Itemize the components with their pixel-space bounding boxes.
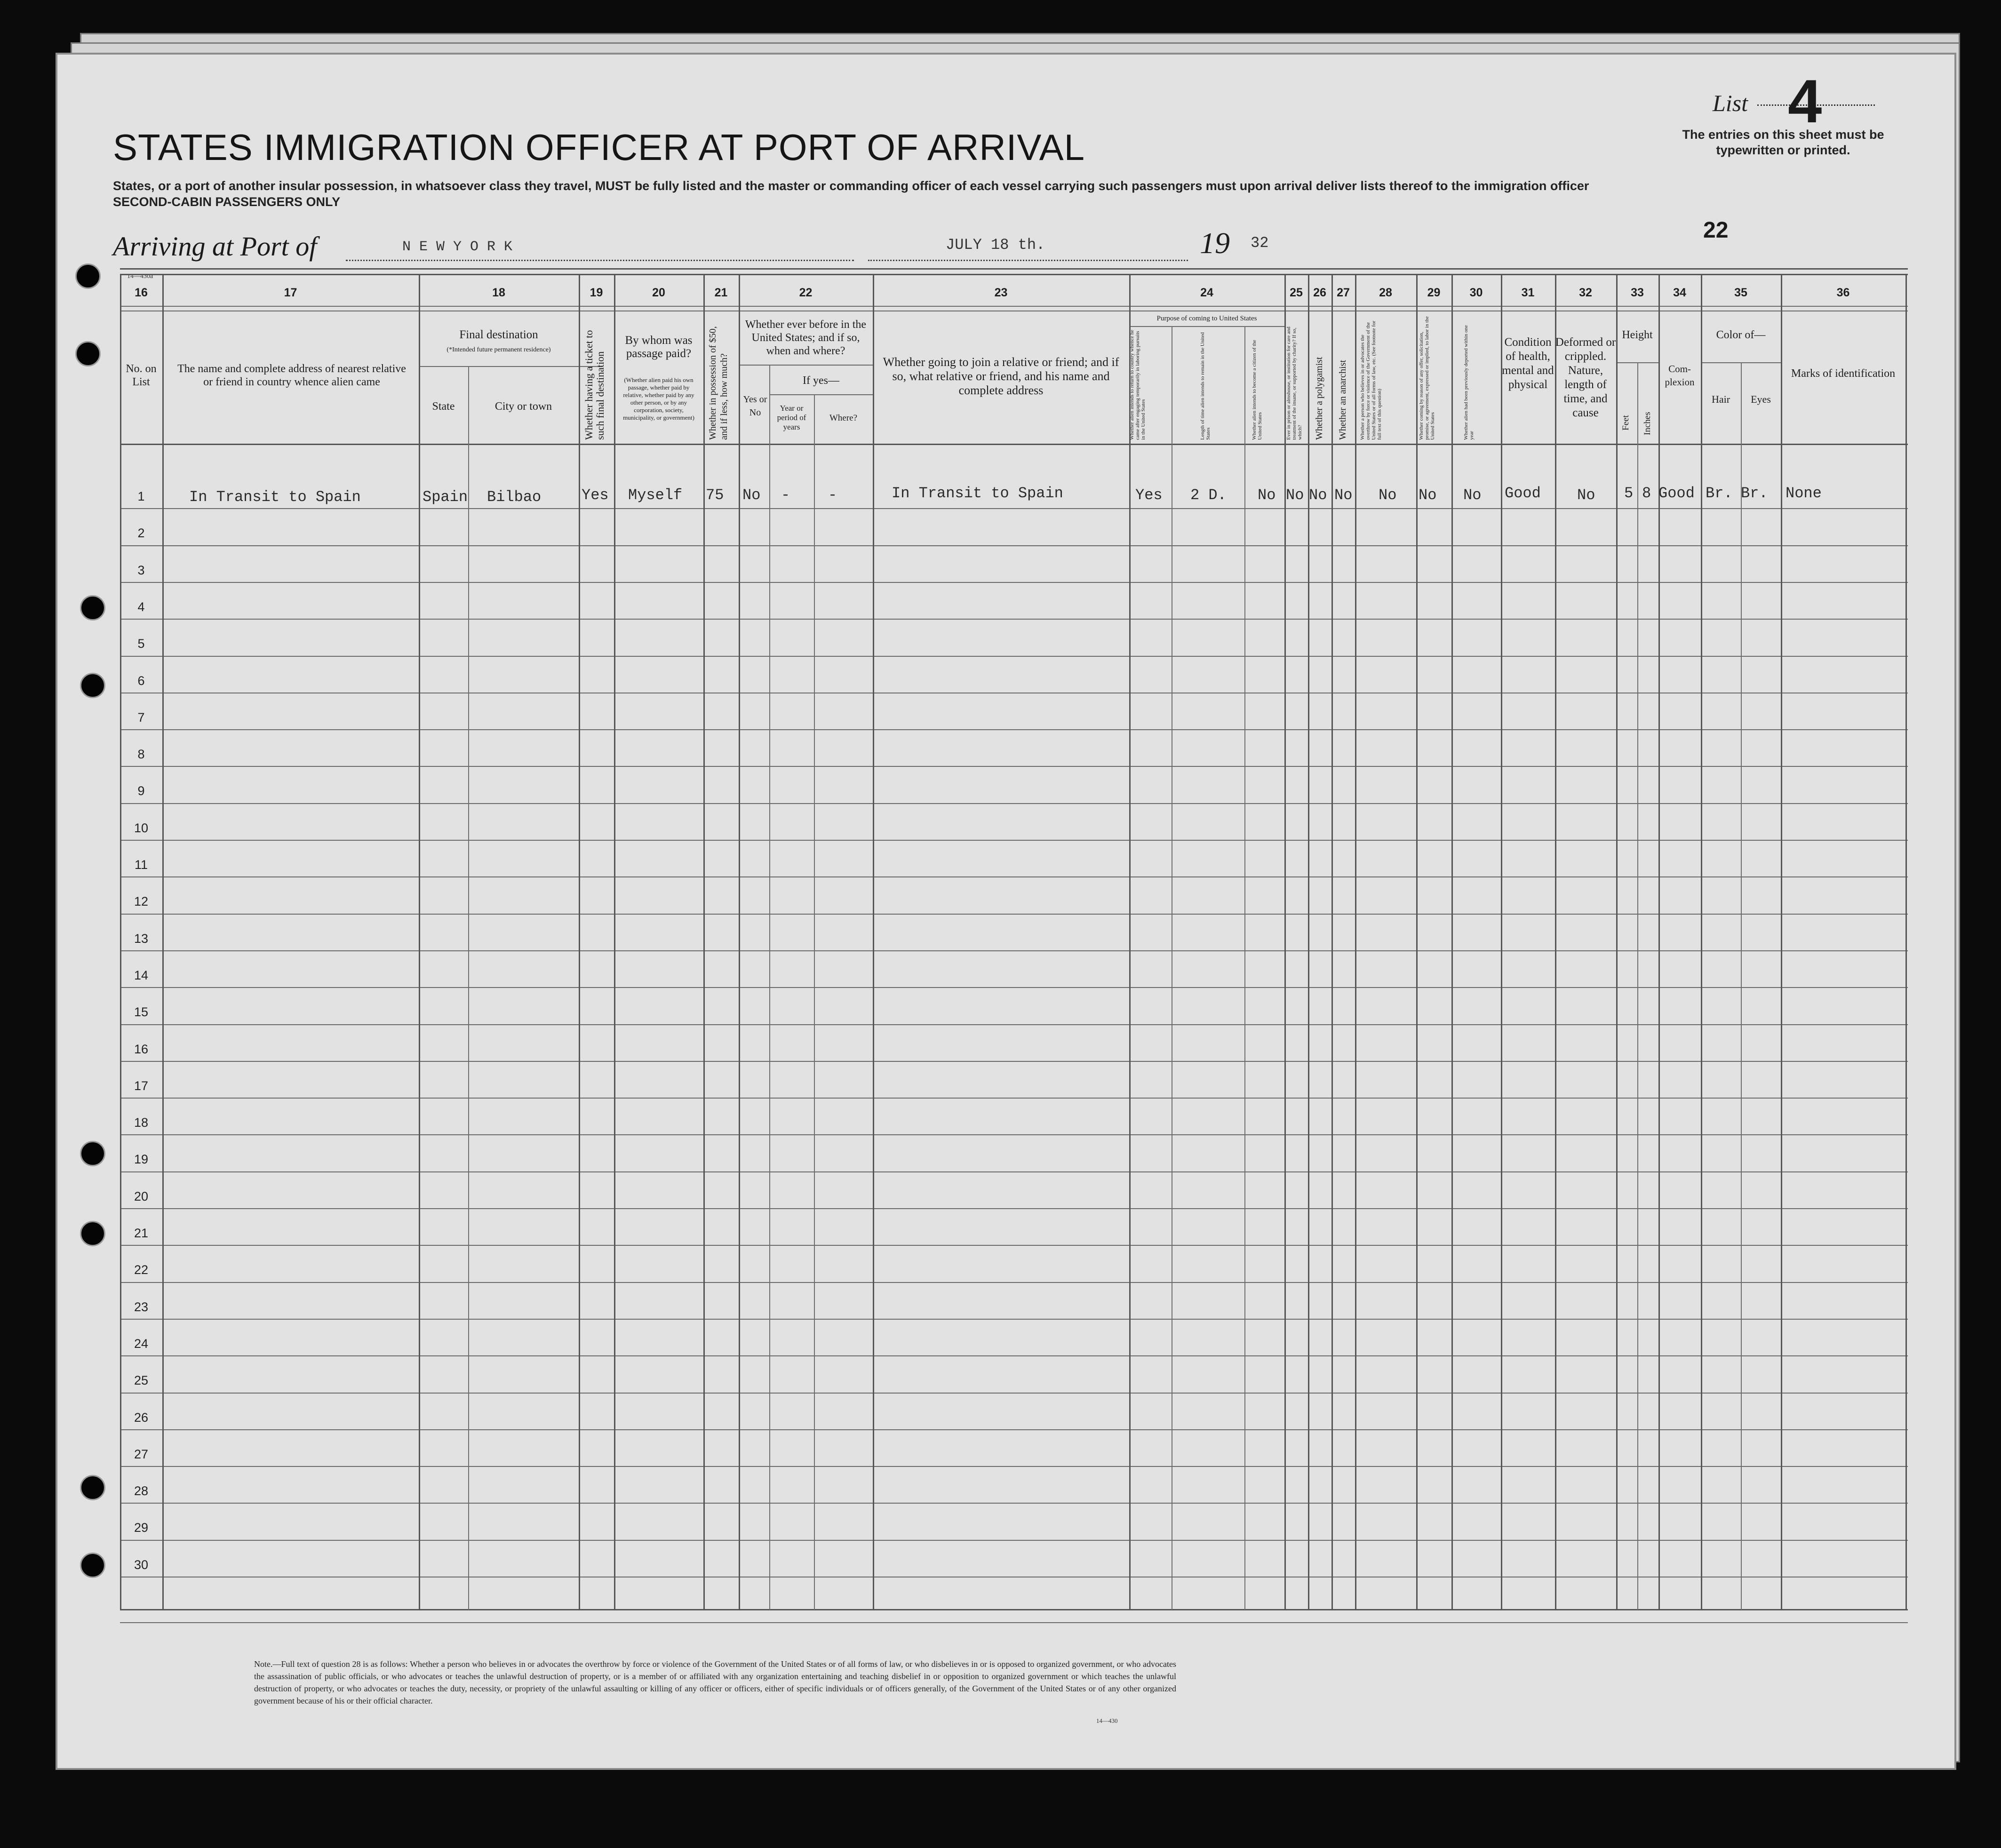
column-number: 24 xyxy=(1200,286,1213,299)
column-number: 17 xyxy=(284,286,297,299)
cell-citizen: No xyxy=(1258,486,1276,504)
row-rule xyxy=(120,803,1908,804)
sub-header-rule xyxy=(419,366,602,367)
row-number: 22 xyxy=(134,1263,149,1277)
cell-before-where: - xyxy=(828,486,837,504)
row-number: 8 xyxy=(137,747,145,761)
cell-polygamist: No xyxy=(1309,486,1327,504)
row-rule xyxy=(120,582,1908,583)
cell-hair: Br. xyxy=(1706,485,1733,502)
column-rule xyxy=(739,274,740,1610)
header-period: Year or period of years xyxy=(777,404,806,431)
row-rule xyxy=(120,1134,1908,1135)
column-number: 25 xyxy=(1290,286,1303,299)
cell-offer: No xyxy=(1419,486,1437,504)
row-number: 16 xyxy=(134,1042,149,1056)
year-suffix: 32 xyxy=(1251,234,1269,252)
header-inches: Inches xyxy=(1642,412,1652,435)
row-rule xyxy=(120,876,1908,877)
cell-return-intent: Yes xyxy=(1135,486,1163,504)
header-where: Where? xyxy=(829,413,858,423)
column-rule xyxy=(1555,274,1556,1610)
cell-money: 75 xyxy=(706,486,724,504)
row-rule xyxy=(120,1466,1908,1467)
header-final-destination: Final destination xyxy=(459,328,538,341)
sub-header-rule xyxy=(739,365,873,366)
column-rule xyxy=(703,274,705,1610)
year-prefix: 19 xyxy=(1200,226,1230,260)
row-rule xyxy=(120,545,1908,546)
column-number: 19 xyxy=(590,286,603,299)
row-rule xyxy=(120,1171,1908,1172)
row-rule xyxy=(120,987,1908,988)
sheet-number: 22 xyxy=(1703,218,1729,243)
column-number: 33 xyxy=(1631,286,1644,299)
row-rule xyxy=(120,1024,1908,1025)
column-number: 32 xyxy=(1579,286,1592,299)
port-rule xyxy=(346,260,854,261)
date-value: JULY 18 th. xyxy=(946,236,1045,254)
header-list-number: No. on List xyxy=(126,363,157,388)
binding-hole xyxy=(80,1475,105,1500)
column-number: 34 xyxy=(1673,286,1686,299)
row-number: 7 xyxy=(137,710,145,725)
row-number: 2 xyxy=(137,526,145,540)
binding-hole xyxy=(80,1221,105,1246)
column-number: 35 xyxy=(1734,286,1747,299)
row-rule xyxy=(120,766,1908,767)
column-rule xyxy=(1451,274,1453,1610)
column-rule xyxy=(419,274,420,1610)
column-rule xyxy=(1244,326,1245,1610)
header-yes-no: Yes or No xyxy=(743,394,767,418)
port-label: Arriving at Port of xyxy=(113,231,317,262)
header-overthrow: Whether a person who believes in or advocates the overthrow by force or violence of the Government of the United States or of all forms of law, etc. (See footnote for full text of this question) xyxy=(1360,320,1382,440)
header-passage-paid-note: (Whether alien paid his own passage, whether paid by relative, whether paid by any other person, or by any corporation, society, municipality, or government) xyxy=(623,376,694,421)
cell-state: Spain xyxy=(423,488,468,506)
row-number: 14 xyxy=(134,968,149,982)
sub-header-rule xyxy=(769,394,873,395)
cell-before-period: - xyxy=(781,486,790,504)
row-rule xyxy=(120,729,1908,730)
column-number: 28 xyxy=(1379,286,1392,299)
row-number: 21 xyxy=(134,1226,149,1240)
column-number: 20 xyxy=(652,286,665,299)
cell-paid-by: Myself xyxy=(628,486,683,504)
header-color-of: Color of— xyxy=(1716,329,1766,341)
column-rule xyxy=(1416,274,1418,1610)
list-label: List xyxy=(1713,90,1748,116)
header-hair: Hair xyxy=(1711,393,1730,405)
table-bottom-rule xyxy=(120,1609,1908,1610)
header-bottom-rule xyxy=(120,444,1908,445)
cell-city: Bilbao xyxy=(487,488,542,506)
column-number: 30 xyxy=(1469,286,1483,299)
row-rule xyxy=(120,1319,1908,1320)
column-number: 16 xyxy=(135,286,148,299)
column-rule xyxy=(579,274,580,1610)
row-rule xyxy=(120,1355,1908,1356)
row-number: 27 xyxy=(134,1447,149,1461)
header-height: Height xyxy=(1622,329,1653,341)
header-prison: Ever in prison or almshouse, or institution for care and treatment of the insane, or supported by charity? If so, which? xyxy=(1286,327,1303,440)
column-number: 22 xyxy=(799,286,813,299)
page-title: STATES IMMIGRATION OFFICER AT PORT OF ARRIVAL xyxy=(113,127,1085,168)
column-rule xyxy=(769,365,770,1610)
row-rule xyxy=(120,1393,1908,1394)
row-number: 13 xyxy=(134,932,149,946)
column-rule xyxy=(1781,274,1782,1610)
row-number: 30 xyxy=(134,1558,149,1572)
row-number: 11 xyxy=(134,858,148,872)
cell-join: In Transit to Spain xyxy=(892,485,1063,502)
cell-eyes: Br. xyxy=(1741,485,1768,502)
header-if-yes: If yes— xyxy=(803,374,839,387)
column-number: 26 xyxy=(1313,286,1326,299)
row-rule xyxy=(120,914,1908,915)
binding-hole xyxy=(80,673,105,698)
instructions-line: States, or a port of another insular possession, in whatsoever class they travel, MUST be fully listed and the master or commanding officer of each vessel carrying such passengers must upon arrival deliver lists thereof to the immigration officer xyxy=(113,179,1589,193)
row-number: 12 xyxy=(134,894,149,908)
column-rule xyxy=(873,274,874,1610)
row-number: 20 xyxy=(134,1189,149,1203)
column-number: 23 xyxy=(994,286,1008,299)
row-number: 6 xyxy=(137,674,145,688)
header-health: Condition of health, mental and physical xyxy=(1502,336,1554,391)
row-rule xyxy=(120,508,1908,509)
column-rule xyxy=(1701,274,1702,1610)
typewritten-note: The entries on this sheet must be typewritten or printed. xyxy=(1682,127,1884,157)
row-rule xyxy=(120,656,1908,657)
header-return-intent: Whether alien intends to return to country whence he came after engaging temporarily in laboring pursuits in the United States xyxy=(1129,330,1146,440)
column-number-rule xyxy=(120,306,1908,307)
column-number: 21 xyxy=(714,286,728,299)
header-relative-address: The name and complete address of nearest relative or friend in country whence alien came xyxy=(177,363,406,388)
header-offer: Whether coming by reason of any offer, solicitation, promise, or agreement, expressed or implied, to labor in the United States xyxy=(1419,316,1435,440)
row-rule xyxy=(120,1540,1908,1541)
header-join-relative: Whether going to join a relative or friend; and if so, what relative or friend, and his name and complete address xyxy=(883,355,1119,397)
footnote: Note.—Full text of question 28 is as follows: Whether a person who believes in or advocates the overthrow by force or violence of the Government of the United States or of all forms of law, or who disbelieves in or is opposed to organized government, or who advocates the assassination of public officials, or who advocates or teaches the unlawful destruction of property, or is a member of or affiliated with any organization entertaining and teaching disbelief in or opposition to organized government or which teaches the unlawful destruction of property, or who advocates or teaches the duty, necessity, or propriety of the unlawful assaulting or killing of any officer or officers, either of specific individuals or of officers generally, of the Government of the United States or of any other organized government because of his or their official character. xyxy=(254,1659,1176,1705)
column-rule xyxy=(1331,274,1333,1610)
column-rule xyxy=(1741,362,1742,1610)
column-rule xyxy=(162,274,164,1610)
header-passage-paid: By whom was passage paid? xyxy=(625,334,693,360)
column-rule xyxy=(1501,274,1502,1610)
binding-hole xyxy=(80,1141,105,1166)
row-number: 19 xyxy=(134,1152,149,1166)
header-final-destination-note: (*Intended future permanent residence) xyxy=(446,346,551,353)
column-number: 31 xyxy=(1521,286,1535,299)
header-anarchist: Whether an anarchist xyxy=(1338,360,1348,440)
column-number: 18 xyxy=(492,286,505,299)
table-top-rule xyxy=(120,274,1908,275)
binding-hole xyxy=(75,263,101,289)
form-id: 14—430a xyxy=(127,273,153,280)
row-number: 24 xyxy=(134,1337,149,1351)
header-polygamist: Whether a polygamist xyxy=(1314,357,1324,440)
row-number: 23 xyxy=(134,1300,149,1314)
column-rule xyxy=(1284,274,1286,1610)
row-rule xyxy=(120,1098,1908,1099)
header-money: Whether in possession of $50, and if less, how much? xyxy=(708,326,729,440)
binding-hole xyxy=(80,595,105,621)
row-rule xyxy=(120,1208,1908,1209)
header-deformed: Deformed or crippled. Nature, length of time, and cause xyxy=(1555,336,1616,419)
column-rule xyxy=(1658,274,1660,1610)
row-number: 9 xyxy=(137,784,145,798)
row-number: 29 xyxy=(134,1521,149,1535)
row-number: 28 xyxy=(134,1484,149,1498)
row-number: 4 xyxy=(137,600,145,614)
header-city: City or town xyxy=(494,400,552,413)
row-number: 26 xyxy=(134,1410,149,1425)
column-rule xyxy=(1308,274,1309,1610)
header-state: State xyxy=(432,400,455,413)
column-rule xyxy=(1637,362,1638,1610)
row-rule xyxy=(120,1503,1908,1504)
table-bottom-rule xyxy=(120,1622,1908,1623)
cell-complexion: Good xyxy=(1658,485,1695,502)
sub-header-rule xyxy=(1129,326,1284,327)
row-rule xyxy=(120,619,1908,620)
cell-deformed: No xyxy=(1577,486,1595,504)
header-ticket: Whether having a ticket to such final destination xyxy=(583,330,606,440)
cell-prison: No xyxy=(1286,486,1304,504)
row-rule xyxy=(120,1282,1908,1283)
cell-length-stay: 2 D. xyxy=(1190,486,1227,504)
column-rule xyxy=(1905,274,1907,1610)
date-rule xyxy=(868,260,1188,261)
table-top-rule xyxy=(120,268,1908,270)
column-rule xyxy=(614,274,615,1610)
instructions-text xyxy=(113,178,1666,210)
binding-hole xyxy=(80,1553,105,1578)
column-number: 27 xyxy=(1337,286,1350,299)
row-rule xyxy=(120,1061,1908,1062)
column-rule xyxy=(1129,274,1131,1610)
row-number: 18 xyxy=(134,1115,149,1130)
header-feet: Feet xyxy=(1621,415,1631,430)
port-value: N E W Y O R K xyxy=(402,239,513,255)
column-number: 36 xyxy=(1836,286,1850,299)
row-rule xyxy=(120,1245,1908,1246)
row-number: 25 xyxy=(134,1373,149,1387)
column-number: 29 xyxy=(1427,286,1441,299)
column-rule xyxy=(1355,274,1356,1610)
list-number: 4 xyxy=(1788,67,1822,135)
header-eyes: Eyes xyxy=(1751,393,1771,405)
row-number: 15 xyxy=(134,1005,149,1019)
footnote-form-id: 14—430 xyxy=(1096,1717,1118,1724)
row-rule xyxy=(120,950,1908,951)
cell-marks: None xyxy=(1786,485,1822,502)
column-rule xyxy=(1616,274,1618,1610)
row-rule xyxy=(120,840,1908,841)
header-before-in-us: Whether ever before in the United States; and if so, when and where? xyxy=(745,319,867,357)
cell-before-yes-no: No xyxy=(742,486,761,504)
row-number: 1 xyxy=(137,489,145,503)
cell-ticket: Yes xyxy=(582,486,609,504)
header-purpose: Purpose of coming to United States xyxy=(1156,315,1257,322)
header-marks: Marks of identification xyxy=(1791,367,1896,380)
cell-feet: 5 xyxy=(1624,485,1634,502)
cell-deported: No xyxy=(1463,486,1482,504)
cell-relative-address: In Transit to Spain xyxy=(189,488,361,506)
header-complexion: Com- plexion xyxy=(1665,363,1695,388)
cell-health: Good xyxy=(1505,485,1541,502)
header-length-stay: Length of time alien intends to remain in the United States xyxy=(1200,332,1211,440)
cell-inches: 8 xyxy=(1642,485,1651,502)
cell-overthrow: No xyxy=(1379,486,1397,504)
row-number: 17 xyxy=(134,1079,149,1093)
passenger-class-line: SECOND-CABIN PASSENGERS ONLY xyxy=(113,195,341,209)
cell-anarchist: No xyxy=(1334,486,1353,504)
header-deported: Whether alien had been previously deported within one year xyxy=(1463,325,1475,440)
row-number: 10 xyxy=(134,821,149,835)
binding-hole xyxy=(75,341,101,366)
column-rule xyxy=(468,366,469,1610)
row-number: 5 xyxy=(137,637,145,651)
row-number: 3 xyxy=(137,563,145,577)
row-rule xyxy=(120,1429,1908,1430)
header-citizen: Whether alien intends to become a citizen of the United States xyxy=(1252,340,1263,440)
column-rule xyxy=(814,394,815,1610)
